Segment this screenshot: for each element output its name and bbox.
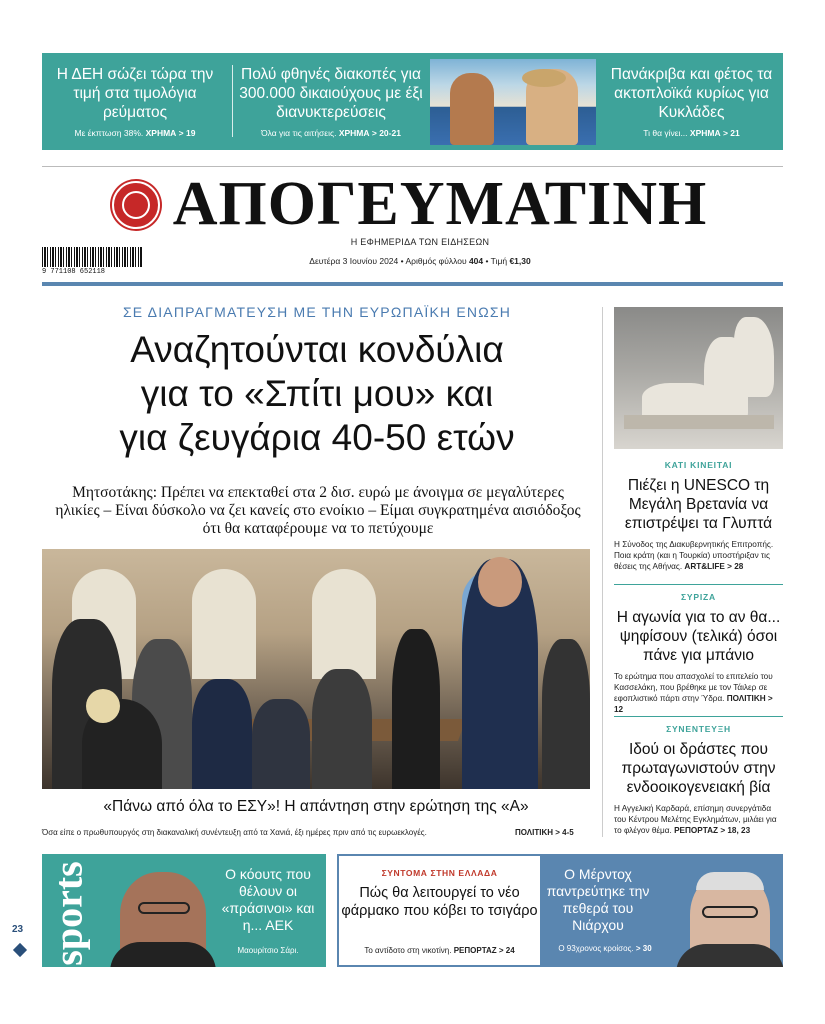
sports-label: sports xyxy=(45,861,91,966)
newspaper-logo-icon xyxy=(112,181,160,229)
murdoch-promo-sub: Ο 93χρονος κροίσος. > 30 xyxy=(558,944,652,953)
top-promo-band xyxy=(42,53,783,150)
story-syriza-headline[interactable]: Η αγωνία για το αν θα... ψηφίσουν (τελικά) όσοι πάνε για μπάνιο xyxy=(616,609,781,664)
page-number: 23 xyxy=(12,924,24,935)
story-unesco-body: Η Σύνοδος της Διακυβερνητικής Επιτροπής. Ποια κράτη (και η Τουρκία) υποστήριξαν τις θέσεις της Αθήνας. ART&LIFE > 28 xyxy=(614,540,774,571)
promo-dei[interactable] xyxy=(50,53,220,150)
barcode xyxy=(42,247,142,267)
promo-ferries-title: Πανάκριβα και φέτος τα ακτοπλοϊκά κυρίως για Κυκλάδες xyxy=(610,66,773,121)
murdoch-portrait xyxy=(690,872,770,967)
promo-divider xyxy=(232,65,233,137)
promo-dei-title: Η ΔΕΗ σώζει τώρα την τιμή στα τιμολόγια ρεύματος xyxy=(56,66,214,121)
main-photo-caption-quote: «Πάνω από όλα το ΕΣΥ»! Η απάντηση στην ερώτηση της «Α» xyxy=(103,798,529,815)
main-photo-caption: Όσα είπε ο πρωθυπουργός στη διακαναλική συνέντευξη από τα Χανιά, έξι ημέρες πριν από τις ευρωεκλογές. xyxy=(42,828,427,837)
masthead-title: ΑΠΟΓΕΥΜΑΤΙΝΗ xyxy=(172,170,708,238)
murdoch-promo[interactable] xyxy=(540,854,783,967)
murdoch-promo-headline: Ο Μέρντοχ παντρεύτηκε την πεθερά του Νιάρχου xyxy=(546,866,650,933)
ferry-passengers-photo xyxy=(430,59,596,145)
promo-holidays-title: Πολύ φθηνές διακοπές για 300.000 δικαιούχους με έξι διανυκτερεύσεις xyxy=(239,66,423,121)
story-syriza-kicker: ΣΥΡΙΖΑ xyxy=(681,592,716,602)
story-syriza-body: Το ερώτημα που απασχολεί το επιτελείο του Κασσελάκη, που βρέθηκε με τον Τάιλερ σε εφοπλιστικό πάρτι στην Ύδρα. ΠΟΛΙΤΙΚΗ > 12 xyxy=(614,672,773,714)
sports-promo-sub: Μαουρίτσιο Σάρι. xyxy=(237,946,299,955)
story-interview-body: Η Αγγελική Καρδαρά, επίσημη συνεργάτιδα του Κέντρου Μελέτης Εγκλημάτων, μιλάει για το φλέγον θέμα. ΡΕΠΟΡΤΑΖ > 18, 23 xyxy=(614,804,777,835)
masthead-tagline: Η ΕΦΗΜΕΡΙΔΑ ΤΩΝ ΕΙΔΗΣΕΩΝ xyxy=(350,237,490,247)
coach-portrait xyxy=(120,872,206,967)
story-unesco-kicker: ΚΑΤΙ ΚΙΝΕΙΤΑΙ xyxy=(664,460,733,470)
masthead-top-rule xyxy=(42,166,783,167)
smoking-drug-headline: Πώς θα λειτουργεί το νέο φάρμακο που κόβει το τσιγάρο xyxy=(341,885,538,919)
main-story-headline[interactable] xyxy=(42,328,592,460)
main-story-page-ref: ΠΟΛΙΤΙΚΗ > 4-5 xyxy=(515,828,574,837)
issue-info: Δευτέρα 3 Ιουνίου 2024 • Αριθμός φύλλου 404 • Τιμή €1,30 xyxy=(309,256,531,266)
right-column-divider xyxy=(614,584,783,585)
story-interview-headline[interactable]: Ιδού οι δράστες που πρωταγωνιστούν στην ενδοοικογενειακή βία xyxy=(621,741,776,796)
headline-line-1: Αναζητούνται κονδύλια xyxy=(130,329,504,370)
column-divider xyxy=(602,307,603,837)
barcode-number: 9 771108 652118 xyxy=(42,268,106,276)
smoking-drug-sub: Το αντίδοτο στη νικοτίνη. ΡΕΠΟΡΤΑΖ > 24 xyxy=(364,946,515,955)
smoking-drug-promo[interactable] xyxy=(337,854,542,967)
headline-line-3: για ζευγάρια 40-50 ετών xyxy=(119,417,515,458)
main-story-kicker: ΣΕ ΔΙΑΠΡΑΓΜΑΤΕΥΣΗ ΜΕ ΤΗΝ ΕΥΡΩΠΑΪΚΗ ΕΝΩΣΗ xyxy=(122,304,512,320)
sports-promo[interactable] xyxy=(42,854,326,967)
masthead-bottom-rule xyxy=(42,282,783,286)
parthenon-marbles-photo xyxy=(614,307,783,449)
right-column-divider xyxy=(614,716,783,717)
smoking-drug-kicker: ΣΥΝΤΟΜΑ ΣΤΗΝ ΕΛΛΑΔΑ xyxy=(381,868,498,878)
promo-ferries[interactable] xyxy=(604,53,779,150)
story-unesco-headline[interactable]: Πιέζει η UNESCO τη Μεγάλη Βρετανία να επιστρέψει τα Γλυπτά xyxy=(624,477,773,532)
promo-dei-sub: Με έκπτωση 38%. ΧΡΗΜΑ > 19 xyxy=(74,128,196,138)
headline-line-2: για το «Σπίτι μου» και xyxy=(140,373,494,414)
promo-ferries-sub: Τι θα γίνει... ΧΡΗΜΑ > 21 xyxy=(643,128,740,138)
promo-holidays-sub: Όλα για τις αιτήσεις. ΧΡΗΜΑ > 20-21 xyxy=(261,128,401,138)
story-interview-kicker: ΣΥΝΕΝΤΕΥΞΗ xyxy=(666,724,731,734)
press-conference-photo xyxy=(42,549,590,789)
promo-holidays[interactable] xyxy=(238,53,424,150)
diamond-icon xyxy=(13,943,27,957)
main-story-deck: Μητσοτάκης: Πρέπει να επεκταθεί στα 2 δισ. ευρώ με άνοιγμα σε μεγαλύτερες ηλικίες – Είναι δύσκολο να ζει κανείς στο ενοίκιο – Είμαι συγκρατημένα αισιόδοξος ότι θα καταφέρουμε να το πετύχουμε xyxy=(55,484,581,537)
sports-promo-headline: Ο κόουτς που θέλουν οι «πράσινοι» και η... ΑΕΚ xyxy=(221,866,315,933)
